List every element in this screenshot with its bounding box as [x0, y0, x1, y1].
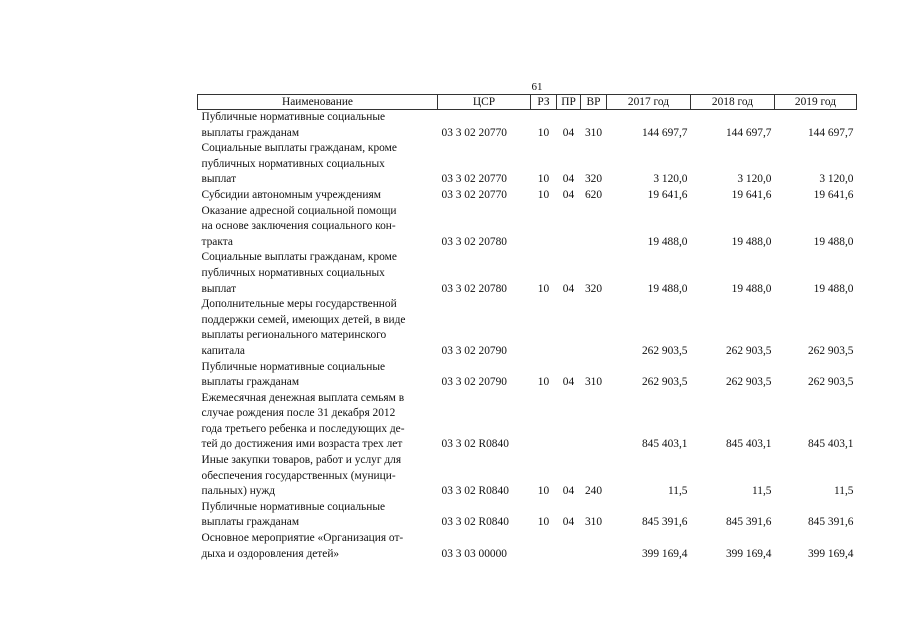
row-value-2019: 845 403,1: [807, 438, 854, 451]
row-name-line: Социальные выплаты гражданам, кроме: [201, 251, 397, 264]
row-rz: 10: [537, 188, 550, 201]
row-pr: 04: [562, 282, 575, 295]
column-header-pr: ПР: [557, 95, 581, 110]
column-header-vr: ВР: [581, 95, 607, 110]
row-vr: 310: [584, 376, 603, 389]
budget-table: [197, 94, 857, 562]
row-name: [198, 250, 438, 297]
row-name: [198, 204, 438, 251]
row-vr: 320: [584, 173, 603, 186]
row-csr: 03 3 02 20790: [441, 344, 507, 357]
row-name: [198, 188, 438, 204]
row-value-2017: 19 488,0: [647, 282, 688, 295]
row-vr: 310: [584, 126, 603, 139]
row-csr: 03 3 02 20780: [441, 282, 507, 295]
row-pr: [557, 531, 581, 562]
row-csr: 03 3 02 R0840: [441, 516, 509, 529]
row-name-line: обеспечения государственных (муници-: [201, 469, 396, 482]
row-name-line: пальных) нужд: [201, 485, 276, 498]
row-value-2017: 845 403,1: [641, 438, 688, 451]
column-header-2018: 2018 год: [691, 95, 775, 110]
row-name-line: Основное мероприятие «Организация от-: [201, 532, 404, 545]
row-vr: [581, 391, 607, 453]
row-value-2019: 262 903,5: [807, 344, 854, 357]
row-rz: [531, 391, 557, 453]
row-name-line: Ежемесячная денежная выплата семьям в: [201, 391, 405, 404]
row-vr: 310: [584, 516, 603, 529]
table-row: [198, 110, 857, 142]
row-vr: 320: [584, 282, 603, 295]
row-name-line: на основе заключения социального кон-: [201, 220, 396, 233]
row-name: [198, 500, 438, 531]
row-name-line: публичных нормативных социальных: [201, 157, 385, 170]
row-name-line: Иные закупки товаров, работ и услуг для: [201, 454, 402, 467]
row-rz: 10: [537, 516, 550, 529]
column-header-rz: РЗ: [531, 95, 557, 110]
row-name-line: Оказание адресной социальной помощи: [201, 204, 397, 217]
row-name-line: тракта: [201, 235, 233, 248]
row-value-2017: 262 903,5: [641, 376, 688, 389]
row-pr: 04: [562, 173, 575, 186]
row-value-2018: 19 488,0: [731, 235, 772, 248]
row-value-2018: 262 903,5: [725, 376, 772, 389]
row-value-2019: 3 120,0: [819, 173, 854, 186]
table-row: [198, 391, 857, 453]
table-header: [198, 95, 857, 110]
row-csr: 03 3 02 20770: [441, 173, 507, 186]
row-name-line: Социальные выплаты гражданам, кроме: [201, 142, 397, 155]
row-name: [198, 391, 438, 453]
row-rz: 10: [537, 173, 550, 186]
row-csr: 03 3 02 R0840: [441, 485, 509, 498]
row-value-2018: 3 120,0: [737, 173, 772, 186]
row-value-2018: 399 169,4: [725, 547, 772, 560]
row-value-2019: 399 169,4: [807, 547, 854, 560]
page-number: 61: [531, 81, 543, 93]
row-pr: 04: [562, 485, 575, 498]
row-rz: [531, 204, 557, 251]
row-value-2017: 144 697,7: [641, 126, 688, 139]
column-header-2017: 2017 год: [607, 95, 691, 110]
table-row: [198, 250, 857, 297]
row-rz: 10: [537, 485, 550, 498]
row-name: [198, 110, 438, 142]
row-value-2018: 845 391,6: [725, 516, 772, 529]
row-csr: 03 3 03 00000: [441, 547, 507, 560]
row-name-line: дыха и оздоровления детей»: [201, 547, 340, 560]
row-name-line: Публичные нормативные социальные: [201, 111, 386, 123]
table-row: [198, 500, 857, 531]
row-name-line: выплаты гражданам: [201, 516, 300, 529]
column-header-name: Наименование: [198, 95, 438, 110]
table-row: [198, 297, 857, 359]
row-pr: 04: [562, 516, 575, 529]
row-csr: 03 3 02 20780: [441, 235, 507, 248]
row-vr: [581, 531, 607, 562]
row-value-2018: 262 903,5: [725, 344, 772, 357]
row-name: [198, 297, 438, 359]
row-value-2017: 19 641,6: [647, 188, 688, 201]
row-pr: 04: [562, 126, 575, 139]
row-csr: 03 3 02 20770: [441, 188, 507, 201]
row-name-line: Публичные нормативные социальные: [201, 360, 386, 373]
row-vr: [581, 204, 607, 251]
row-name-line: выплаты регионального материнского: [201, 329, 387, 342]
row-value-2017: 845 391,6: [641, 516, 688, 529]
row-value-2017: 11,5: [667, 485, 688, 498]
row-value-2019: 845 391,6: [807, 516, 854, 529]
row-rz: 10: [537, 376, 550, 389]
table-body: [198, 110, 857, 563]
row-value-2018: 11,5: [751, 485, 772, 498]
row-name-line: капитала: [201, 344, 245, 357]
table-row: [198, 204, 857, 251]
row-name-line: тей до достижения ими возраста трех лет: [201, 438, 403, 451]
row-value-2017: 19 488,0: [647, 235, 688, 248]
row-vr: [581, 297, 607, 359]
row-name-line: года третьего ребенка и последующих де-: [201, 422, 405, 435]
row-csr: 03 3 02 20770: [441, 126, 507, 139]
row-rz: [531, 297, 557, 359]
table-row: [198, 531, 857, 562]
row-rz: 10: [537, 282, 550, 295]
row-pr: [557, 391, 581, 453]
row-name: [198, 453, 438, 500]
row-pr: 04: [562, 188, 575, 201]
row-pr: [557, 204, 581, 251]
row-value-2019: 19 488,0: [813, 282, 854, 295]
row-name-line: Дополнительные меры государственной: [201, 298, 397, 311]
row-csr: 03 3 02 20790: [441, 376, 507, 389]
row-rz: 10: [537, 126, 550, 139]
row-rz: [531, 531, 557, 562]
row-value-2019: 262 903,5: [807, 376, 854, 389]
row-name-line: выплат: [201, 282, 237, 295]
table-row: [198, 453, 857, 500]
row-value-2019: 19 641,6: [813, 188, 854, 201]
row-name-line: выплаты гражданам: [201, 376, 300, 389]
row-name-line: поддержки семей, имеющих детей, в виде: [201, 313, 406, 326]
row-value-2018: 19 641,6: [731, 188, 772, 201]
row-value-2017: 399 169,4: [641, 547, 688, 560]
column-header-2019: 2019 год: [775, 95, 857, 110]
row-name-line: выплат: [201, 173, 237, 186]
row-value-2019: 144 697,7: [807, 126, 854, 139]
row-name: [198, 531, 438, 562]
row-name-line: Субсидии автономным учреждениям: [201, 188, 381, 201]
row-csr: 03 3 02 R0840: [441, 438, 509, 451]
row-value-2017: 3 120,0: [653, 173, 688, 186]
table-row: [198, 188, 857, 204]
row-value-2018: 19 488,0: [731, 282, 772, 295]
table-row: [198, 141, 857, 188]
row-pr: 04: [562, 376, 575, 389]
row-name-line: выплаты гражданам: [201, 126, 300, 139]
row-name-line: публичных нормативных социальных: [201, 266, 385, 279]
row-value-2017: 262 903,5: [641, 344, 688, 357]
row-name-line: случае рождения после 31 декабря 2012: [201, 407, 396, 420]
row-vr: 240: [584, 485, 603, 498]
row-value-2018: 845 403,1: [725, 438, 772, 451]
row-name: [198, 360, 438, 391]
row-value-2019: 19 488,0: [813, 235, 854, 248]
row-vr: 620: [584, 188, 603, 201]
row-value-2019: 11,5: [833, 485, 854, 498]
row-pr: [557, 297, 581, 359]
row-name: [198, 141, 438, 188]
row-name-line: Публичные нормативные социальные: [201, 500, 386, 513]
column-header-csr: ЦСР: [438, 95, 531, 110]
row-value-2018: 144 697,7: [725, 126, 772, 139]
table-row: [198, 360, 857, 391]
